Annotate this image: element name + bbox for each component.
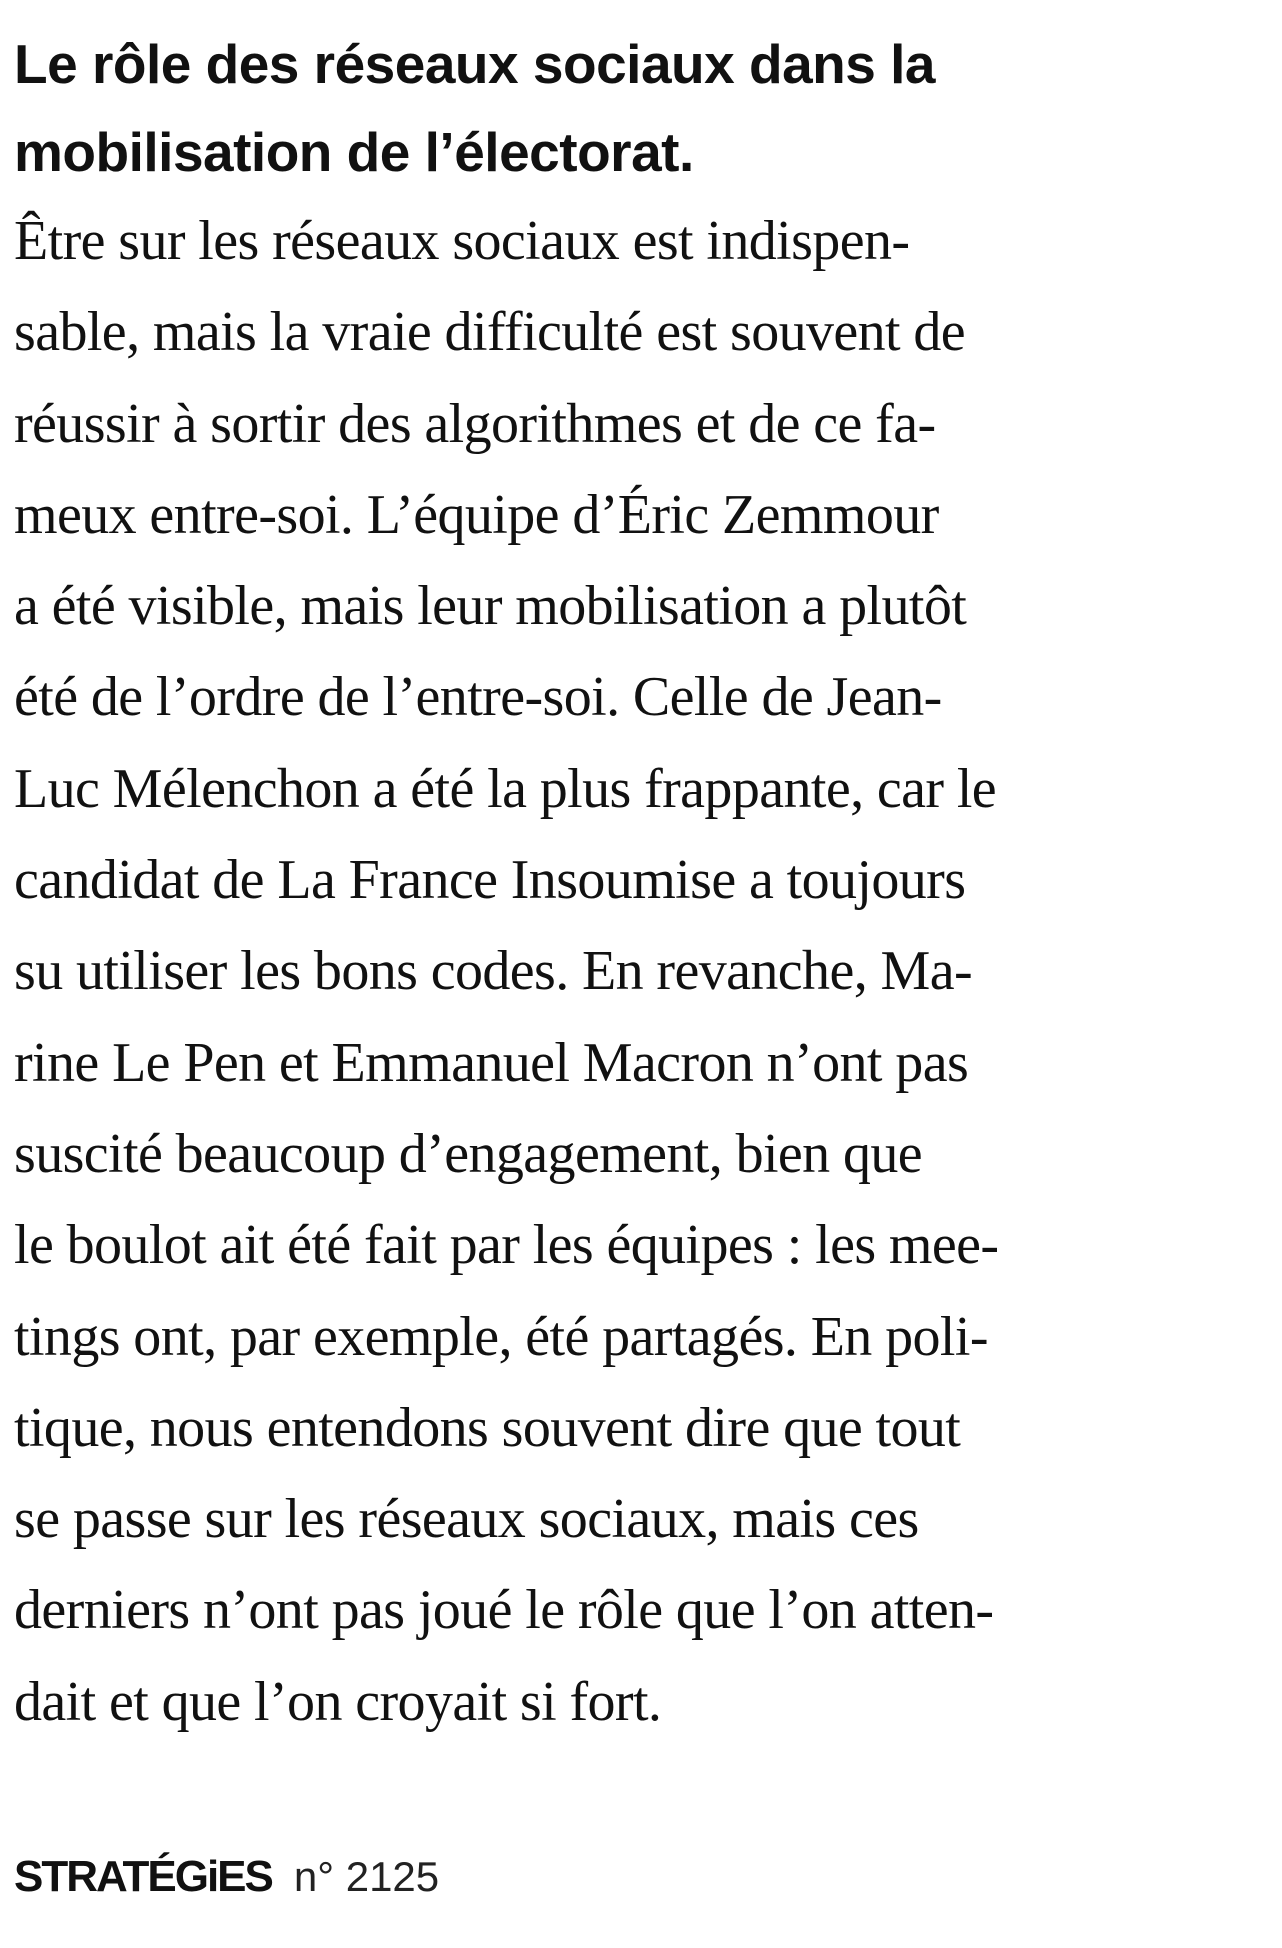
body-line: Être sur les réseaux sociaux est indispen- (14, 210, 910, 272)
article-heading (14, 20, 1276, 196)
body-line: meux entre-soi. L’équipe d’Éric Zemmour (14, 483, 939, 546)
body-line: le boulot ait été fait par les équipes : les mee- (14, 1214, 999, 1277)
body-line: été de l’ordre de l’entre-soi. Celle de Jean- (14, 666, 942, 729)
article (14, 20, 1276, 1748)
body-line: su utiliser les bons codes. En revanche, Ma- (14, 940, 973, 1003)
body-line: se passe sur les réseaux sociaux, mais ces (14, 1488, 919, 1551)
body-line: réussir à sortir des algorithmes et de ce fa- (14, 392, 936, 455)
body-line: Luc Mélenchon a été la plus frappante, car le (14, 757, 997, 820)
body-line: candidat de La France Insoumise a toujours (14, 849, 966, 912)
body-line: sable, mais la vraie difficulté est souvent de (14, 301, 966, 364)
body-line: tique, nous entendons souvent dire que tout (14, 1396, 961, 1459)
body-line: suscité beaucoup d’engagement, bien que (14, 1122, 923, 1185)
body-line: rine Le Pen et Emmanuel Macron n’ont pas (14, 1031, 969, 1094)
article-body (14, 196, 1276, 1748)
heading-line: Le rôle des réseaux sociaux dans la (14, 33, 936, 95)
issue-number: n° 2125 (293, 1853, 440, 1900)
page-footer (14, 1852, 439, 1912)
body-line: derniers n’ont pas joué le rôle que l’on atten- (14, 1579, 994, 1642)
publication-logo: STRATÉGiES (14, 1852, 272, 1901)
heading-line: mobilisation de l’électorat. (14, 121, 694, 183)
body-line: tings ont, par exemple, été partagés. En poli- (14, 1305, 988, 1368)
body-line: a été visible, mais leur mobilisation a plutôt (14, 575, 967, 638)
body-line: dait et que l’on croyait si fort. (14, 1670, 662, 1733)
